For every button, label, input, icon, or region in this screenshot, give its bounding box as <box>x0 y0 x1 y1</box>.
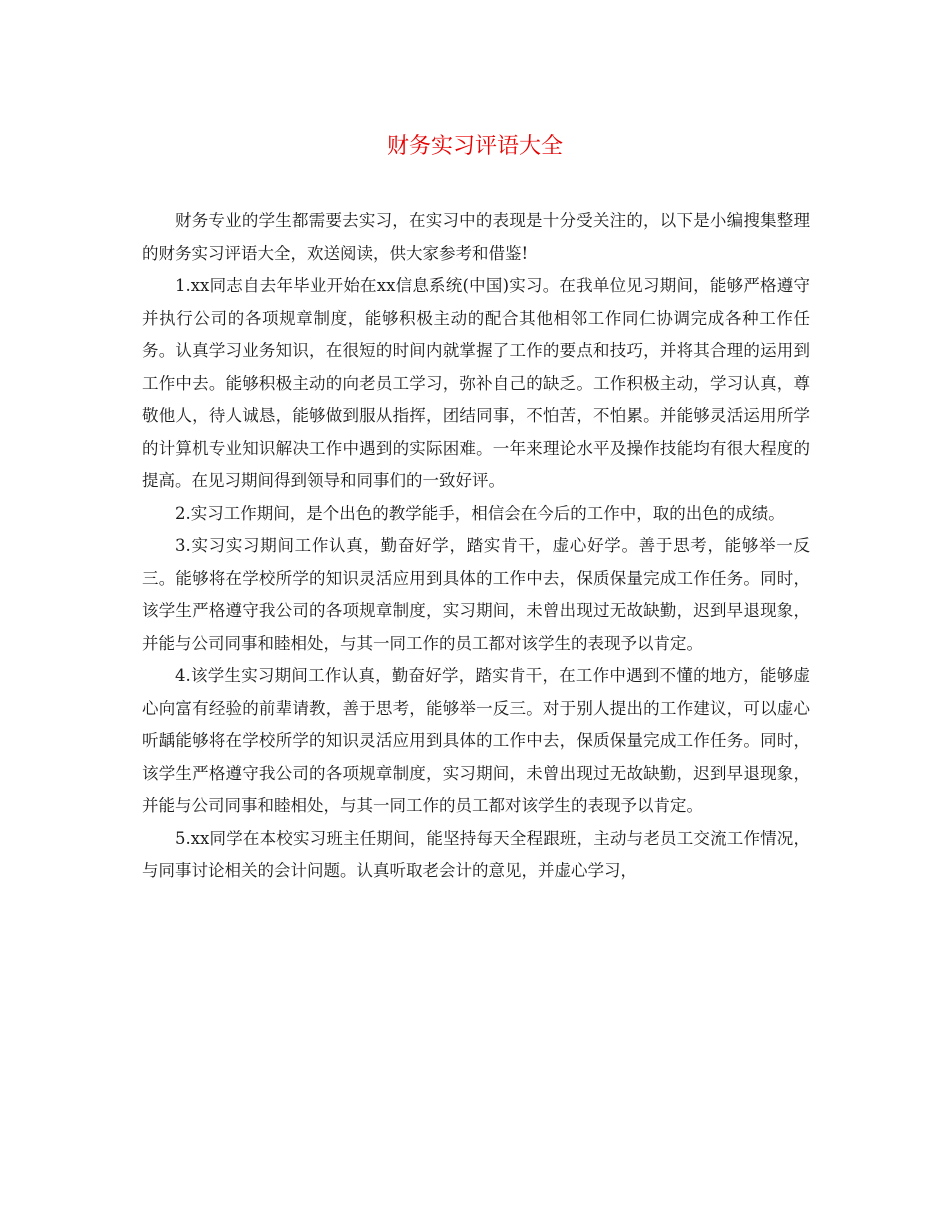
comment-paragraph-4: 4.该学生实习期间工作认真，勤奋好学，踏实肯干，在工作中遇到不懂的地方，能够虚心向富有经验的前辈请教，善于思考，能够举一反三。对于别人提出的工作建议，可以虚心听龋能够将在学校所学的知识灵活应用到具体的工作中去，保质保量完成工作任务。同时，该学生严格遵守我公司的各项规章制度，实习期间，未曾出现过无故缺勤，迟到早退现象，并能与公司同事和睦相处，与其一同工作的员工都对该学生的表现予以肯定。 <box>142 666 810 815</box>
comment-paragraph-1: 1.xx同志自去年毕业开始在xx信息系统(中国)实习。在我单位见习期间，能够严格遵守并执行公司的各项规章制度，能够积极主动的配合其他相邻工作同仁协调完成各种工作任务。认真学习业务知识，在很短的时间内就掌握了工作的要点和技巧，并将其合理的运用到工作中去。能够积极主动的向老员工学习，弥补自己的缺乏。工作积极主动，学习认真，尊敬他人，待人诚恳，能够做到服从指挥，团结同事，不怕苦，不怕累。并能够灵活运用所学的计算机专业知识解决工作中遇到的实际困难。一年来理论水平及操作技能均有很大程度的提高。在见习期间得到领导和同事们的一致好评。 <box>142 276 810 490</box>
document-body <box>142 205 810 888</box>
comment-paragraph-2: 2.实习工作期间，是个出色的教学能手，相信会在今后的工作中，取的出色的成绩。 <box>175 503 785 523</box>
intro-paragraph: 财务专业的学生都需要去实习，在实习中的表现是十分受关注的，以下是小编搜集整理的财务实习评语大全，欢送阅读，供大家参考和借鉴! <box>142 211 810 263</box>
comment-paragraph-5: 5.xx同学在本校实习班主任期间，能坚持每天全程跟班，主动与老员工交流工作情况，与同事讨论相关的会计问题。认真听取老会计的意见，并虚心学习， <box>142 828 810 880</box>
document-title: 财务实习评语大全 <box>386 134 563 159</box>
comment-paragraph-3: 3.实习实习期间工作认真，勤奋好学，踏实肯干，虚心好学。善于思考，能够举一反三。能够将在学校所学的知识灵活应用到具体的工作中去，保质保量完成工作任务。同时，该学生严格遵守我公司的各项规章制度，实习期间，未曾出现过无故缺勤，迟到早退现象，并能与公司同事和睦相处，与其一同工作的员工都对该学生的表现予以肯定。 <box>142 536 810 653</box>
